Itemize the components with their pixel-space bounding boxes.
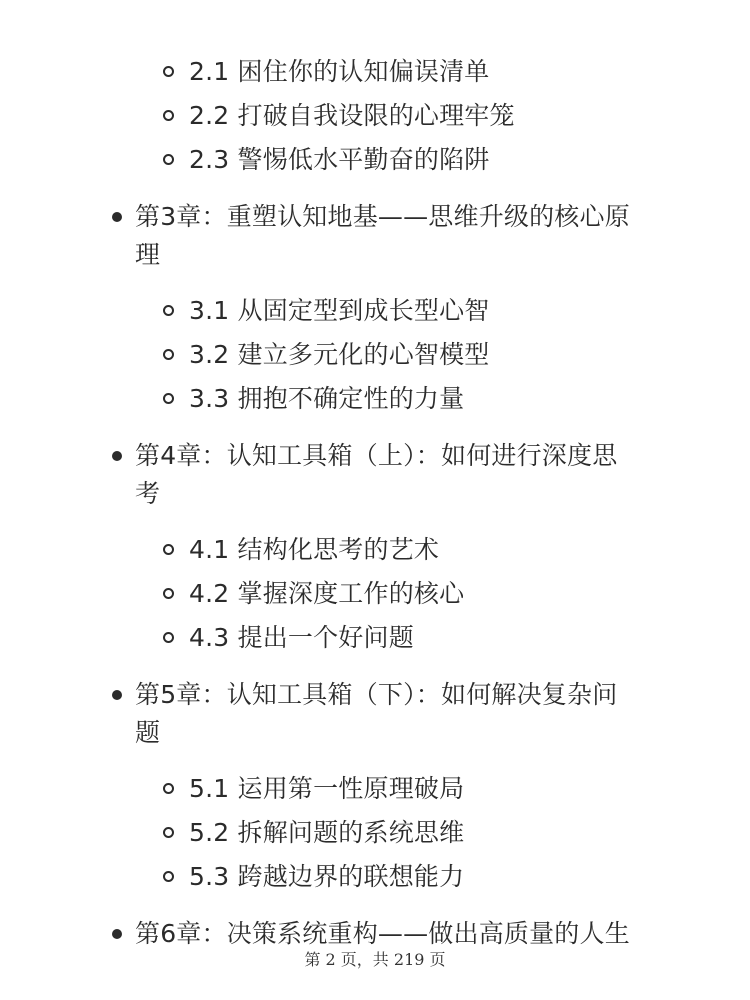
toc-subsection-3-1: 3.1 从固定型到成长型心智 xyxy=(189,296,490,325)
toc-subsection-3-3: 3.3 拥抱不确定性的力量 xyxy=(189,384,465,413)
page-number-footer: 第 2 页，共 219 页 xyxy=(304,950,446,969)
toc-subsection-3-2: 3.2 建立多元化的心智模型 xyxy=(189,340,490,369)
toc-chapter-4-continued: 考 xyxy=(135,479,161,508)
toc-subsection-2-1: 2.1 困住你的认知偏误清单 xyxy=(189,57,490,86)
hollow-bullet-icon xyxy=(163,349,174,360)
toc-subsection-4-2: 4.2 掌握深度工作的核心 xyxy=(189,579,465,608)
hollow-bullet-icon xyxy=(163,66,174,77)
toc-chapter-4: 第4章：认知工具箱（上）：如何进行深度思 xyxy=(135,441,618,470)
hollow-bullet-icon xyxy=(163,632,174,643)
toc-subsection-2-2: 2.2 打破自我设限的心理牢笼 xyxy=(189,101,515,130)
toc-subsection-5-1: 5.1 运用第一性原理破局 xyxy=(189,774,465,803)
hollow-bullet-icon xyxy=(163,393,174,404)
toc-subsection-4-3: 4.3 提出一个好问题 xyxy=(189,623,414,652)
toc-chapter-5: 第5章：认知工具箱（下）：如何解决复杂问 xyxy=(135,680,618,709)
hollow-bullet-icon xyxy=(163,827,174,838)
toc-chapter-6: 第6章：决策系统重构——做出高质量的人生 xyxy=(135,919,630,948)
toc-subsection-2-3: 2.3 警惕低水平勤奋的陷阱 xyxy=(189,145,490,174)
toc-subsection-4-1: 4.1 结构化思考的艺术 xyxy=(189,535,440,564)
toc-subsection-5-2: 5.2 拆解问题的系统思维 xyxy=(189,818,465,847)
filled-bullet-icon xyxy=(112,212,122,222)
hollow-bullet-icon xyxy=(163,110,174,121)
hollow-bullet-icon xyxy=(163,305,174,316)
toc-subsection-5-3: 5.3 跨越边界的联想能力 xyxy=(189,862,465,891)
hollow-bullet-icon xyxy=(163,544,174,555)
filled-bullet-icon xyxy=(112,451,122,461)
hollow-bullet-icon xyxy=(163,588,174,599)
toc-chapter-5-continued: 题 xyxy=(135,718,161,747)
toc-chapter-3-continued: 理 xyxy=(135,240,161,269)
toc-chapter-3: 第3章：重塑认知地基——思维升级的核心原 xyxy=(135,202,630,231)
hollow-bullet-icon xyxy=(163,871,174,882)
filled-bullet-icon xyxy=(112,690,122,700)
hollow-bullet-icon xyxy=(163,154,174,165)
hollow-bullet-icon xyxy=(163,783,174,794)
filled-bullet-icon xyxy=(112,929,122,939)
